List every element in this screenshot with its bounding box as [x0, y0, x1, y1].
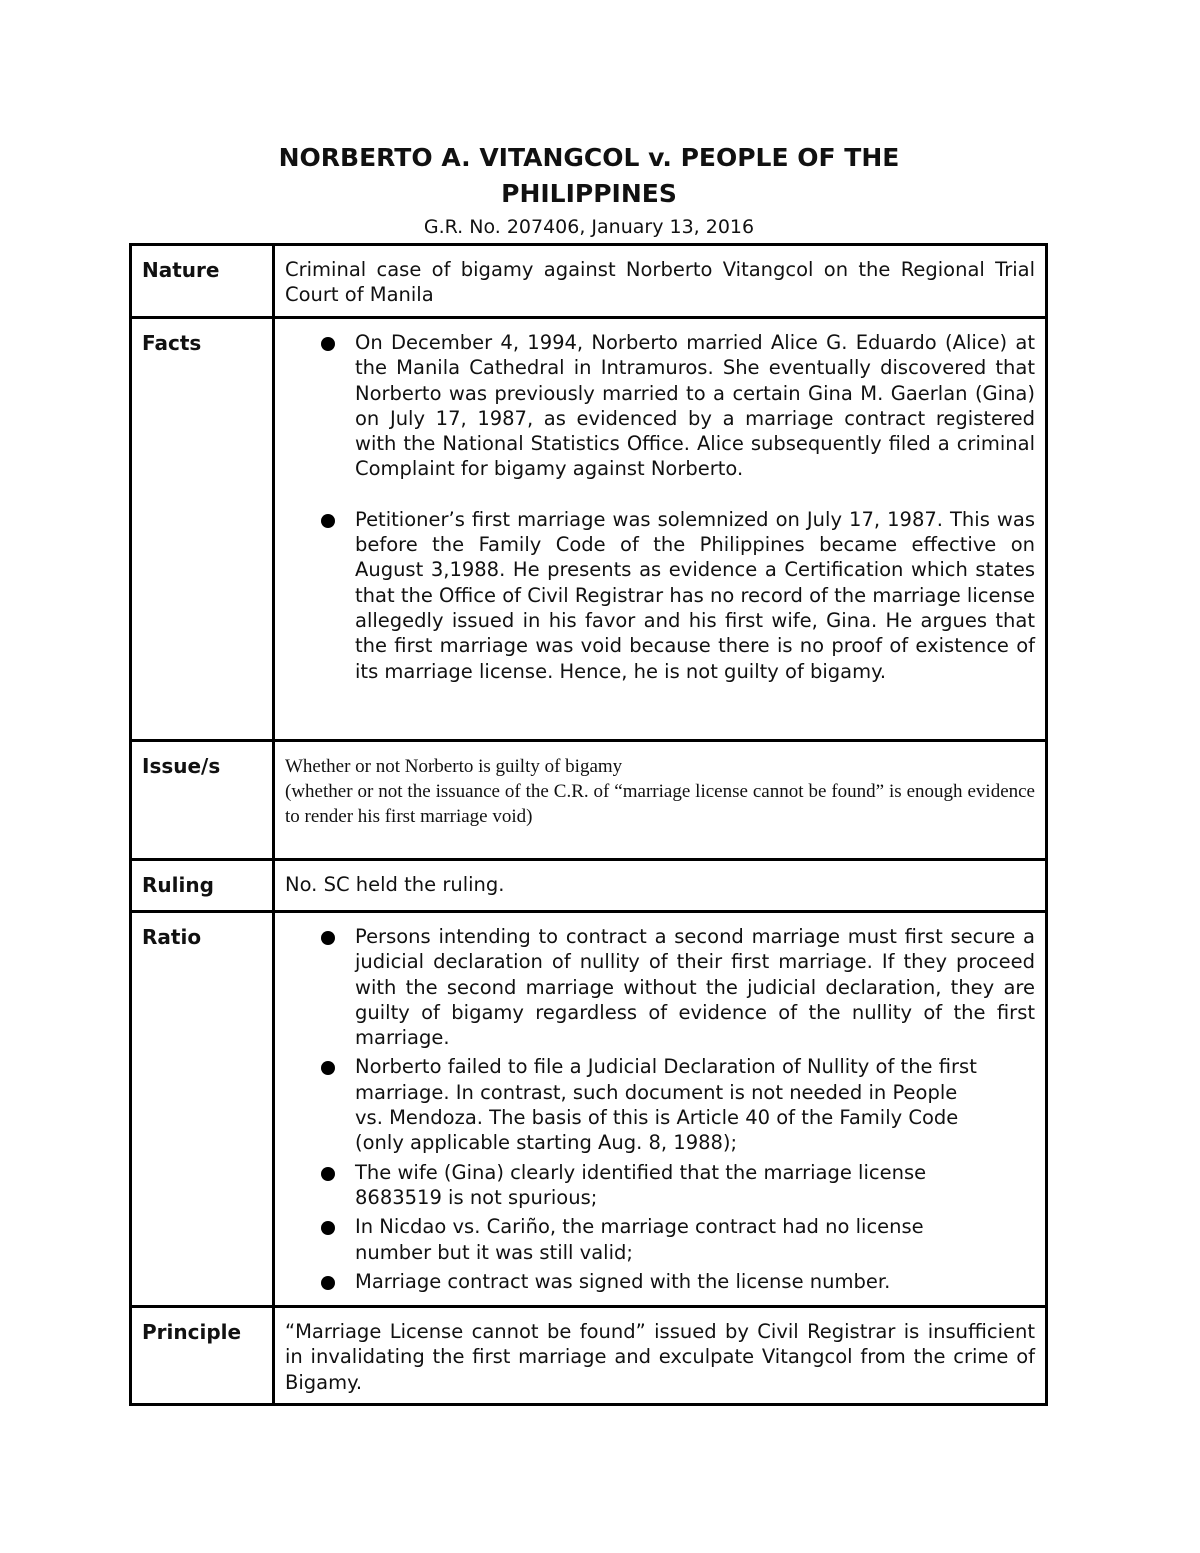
label-cell [131, 741, 274, 860]
content-cell [274, 741, 1047, 860]
ratio-text: Persons intending to contract a second marriage must first secure a judicial declaration of nullity of their first marriage. If they proceed with the second marriage without the judicial declaration, they are guilty of bigamy regardless of evidence of the nullity of the first marriage. [355, 925, 1035, 1050]
row-nature [131, 245, 1047, 318]
label-cell [131, 318, 274, 741]
bullet-icon [321, 1221, 335, 1235]
list-item [285, 924, 1035, 1050]
issue-text: Whether or not Norberto is guilty of bigamy [285, 756, 623, 777]
bullet-icon [321, 514, 335, 528]
content-cell [274, 245, 1047, 318]
ratio-text: Norberto failed to file a Judicial Declaration of Nullity of the first marriage. In contrast, such document is not needed in People vs. Mendoza. The basis of this is Article 40 of the Family Code (only applicable starting Aug. 8, 1988); [355, 1055, 977, 1155]
case-title-line-1: NORBERTO A. VITANGCOL v. PEOPLE OF THE [278, 143, 900, 172]
case-citation: G.R. No. 207406, January 13, 2016 [423, 216, 755, 238]
row-label-principle: Principle [142, 1320, 242, 1344]
row-label-nature: Nature [142, 258, 220, 282]
bullet-icon [321, 931, 335, 945]
list-item [285, 507, 1035, 684]
content-cell [274, 912, 1047, 1307]
fact-text: Petitioner’s first marriage was solemnized on July 17, 1987. This was before the Family Code of the Philippines became effective on August 3,1988. He presents as evidence a Certification which states that the Office of Civil Registrar has no record of the marriage license allegedly issued in his favor and his first wife, Gina. He argues that the first marriage was void because there is no proof of existence of its marriage license. Hence, he is not guilty of bigamy. [355, 507, 1035, 683]
facts-list [285, 330, 1035, 684]
ratio-text: The wife (Gina) clearly identified that the marriage license 8683519 is not spurious; [355, 1160, 927, 1209]
fact-text: On December 4, 1994, Norberto married Alice G. Eduardo (Alice) at the Manila Cathedral in Intramuros. She eventually discovered that Norberto was previously married to a certain Gina M. Gaerlan (Gina) on July 17, 1987, as evidenced by a marriage contract registered with the National Statistics Office. Alice subsequently filed a criminal Complaint for bigamy against Norberto. [355, 331, 1035, 481]
list-item [285, 1214, 1035, 1265]
label-cell [131, 912, 274, 1307]
row-issues [131, 741, 1047, 860]
list-item [285, 1054, 1035, 1155]
bullet-icon [321, 337, 335, 351]
content-cell [274, 318, 1047, 741]
ratio-text: In Nicdao vs. Cariño, the marriage contract had no license number but it was still valid; [355, 1215, 924, 1264]
list-item [285, 1160, 1035, 1211]
row-facts [131, 318, 1047, 741]
principle-text: “Marriage License cannot be found” issued by Civil Registrar is insufficient in invalidating the first marriage and exculpate Vitangcol from the crime of Bigamy. [285, 1320, 1035, 1394]
list-item [285, 1269, 1035, 1294]
row-principle [131, 1307, 1047, 1405]
bullet-icon [321, 1061, 335, 1075]
row-ratio [131, 912, 1047, 1307]
ruling-text: No. SC held the ruling. [285, 873, 505, 896]
issue-subtext: (whether or not the issuance of the C.R. of “marriage license cannot be found” is enough evidence to render his first marriage void) [285, 781, 1035, 827]
label-cell [131, 245, 274, 318]
row-label-ruling: Ruling [142, 873, 214, 897]
bullet-icon [321, 1276, 335, 1290]
bullet-icon [321, 1167, 335, 1181]
row-label-issues: Issue/s [142, 754, 221, 778]
case-digest-table [129, 243, 1048, 1406]
content-cell [274, 860, 1047, 912]
row-label-facts: Facts [142, 331, 202, 355]
list-item [285, 330, 1035, 482]
label-cell [131, 1307, 274, 1405]
content-cell [274, 1307, 1047, 1405]
row-ruling [131, 860, 1047, 912]
ratio-text: Marriage contract was signed with the license number. [355, 1269, 891, 1293]
case-title-line-2: PHILIPPINES [501, 179, 677, 208]
ratio-list [285, 924, 1035, 1294]
label-cell [131, 860, 274, 912]
nature-text: Criminal case of bigamy against Norberto Vitangcol on the Regional Trial Court of Manila [285, 258, 1035, 307]
row-label-ratio: Ratio [142, 925, 202, 949]
